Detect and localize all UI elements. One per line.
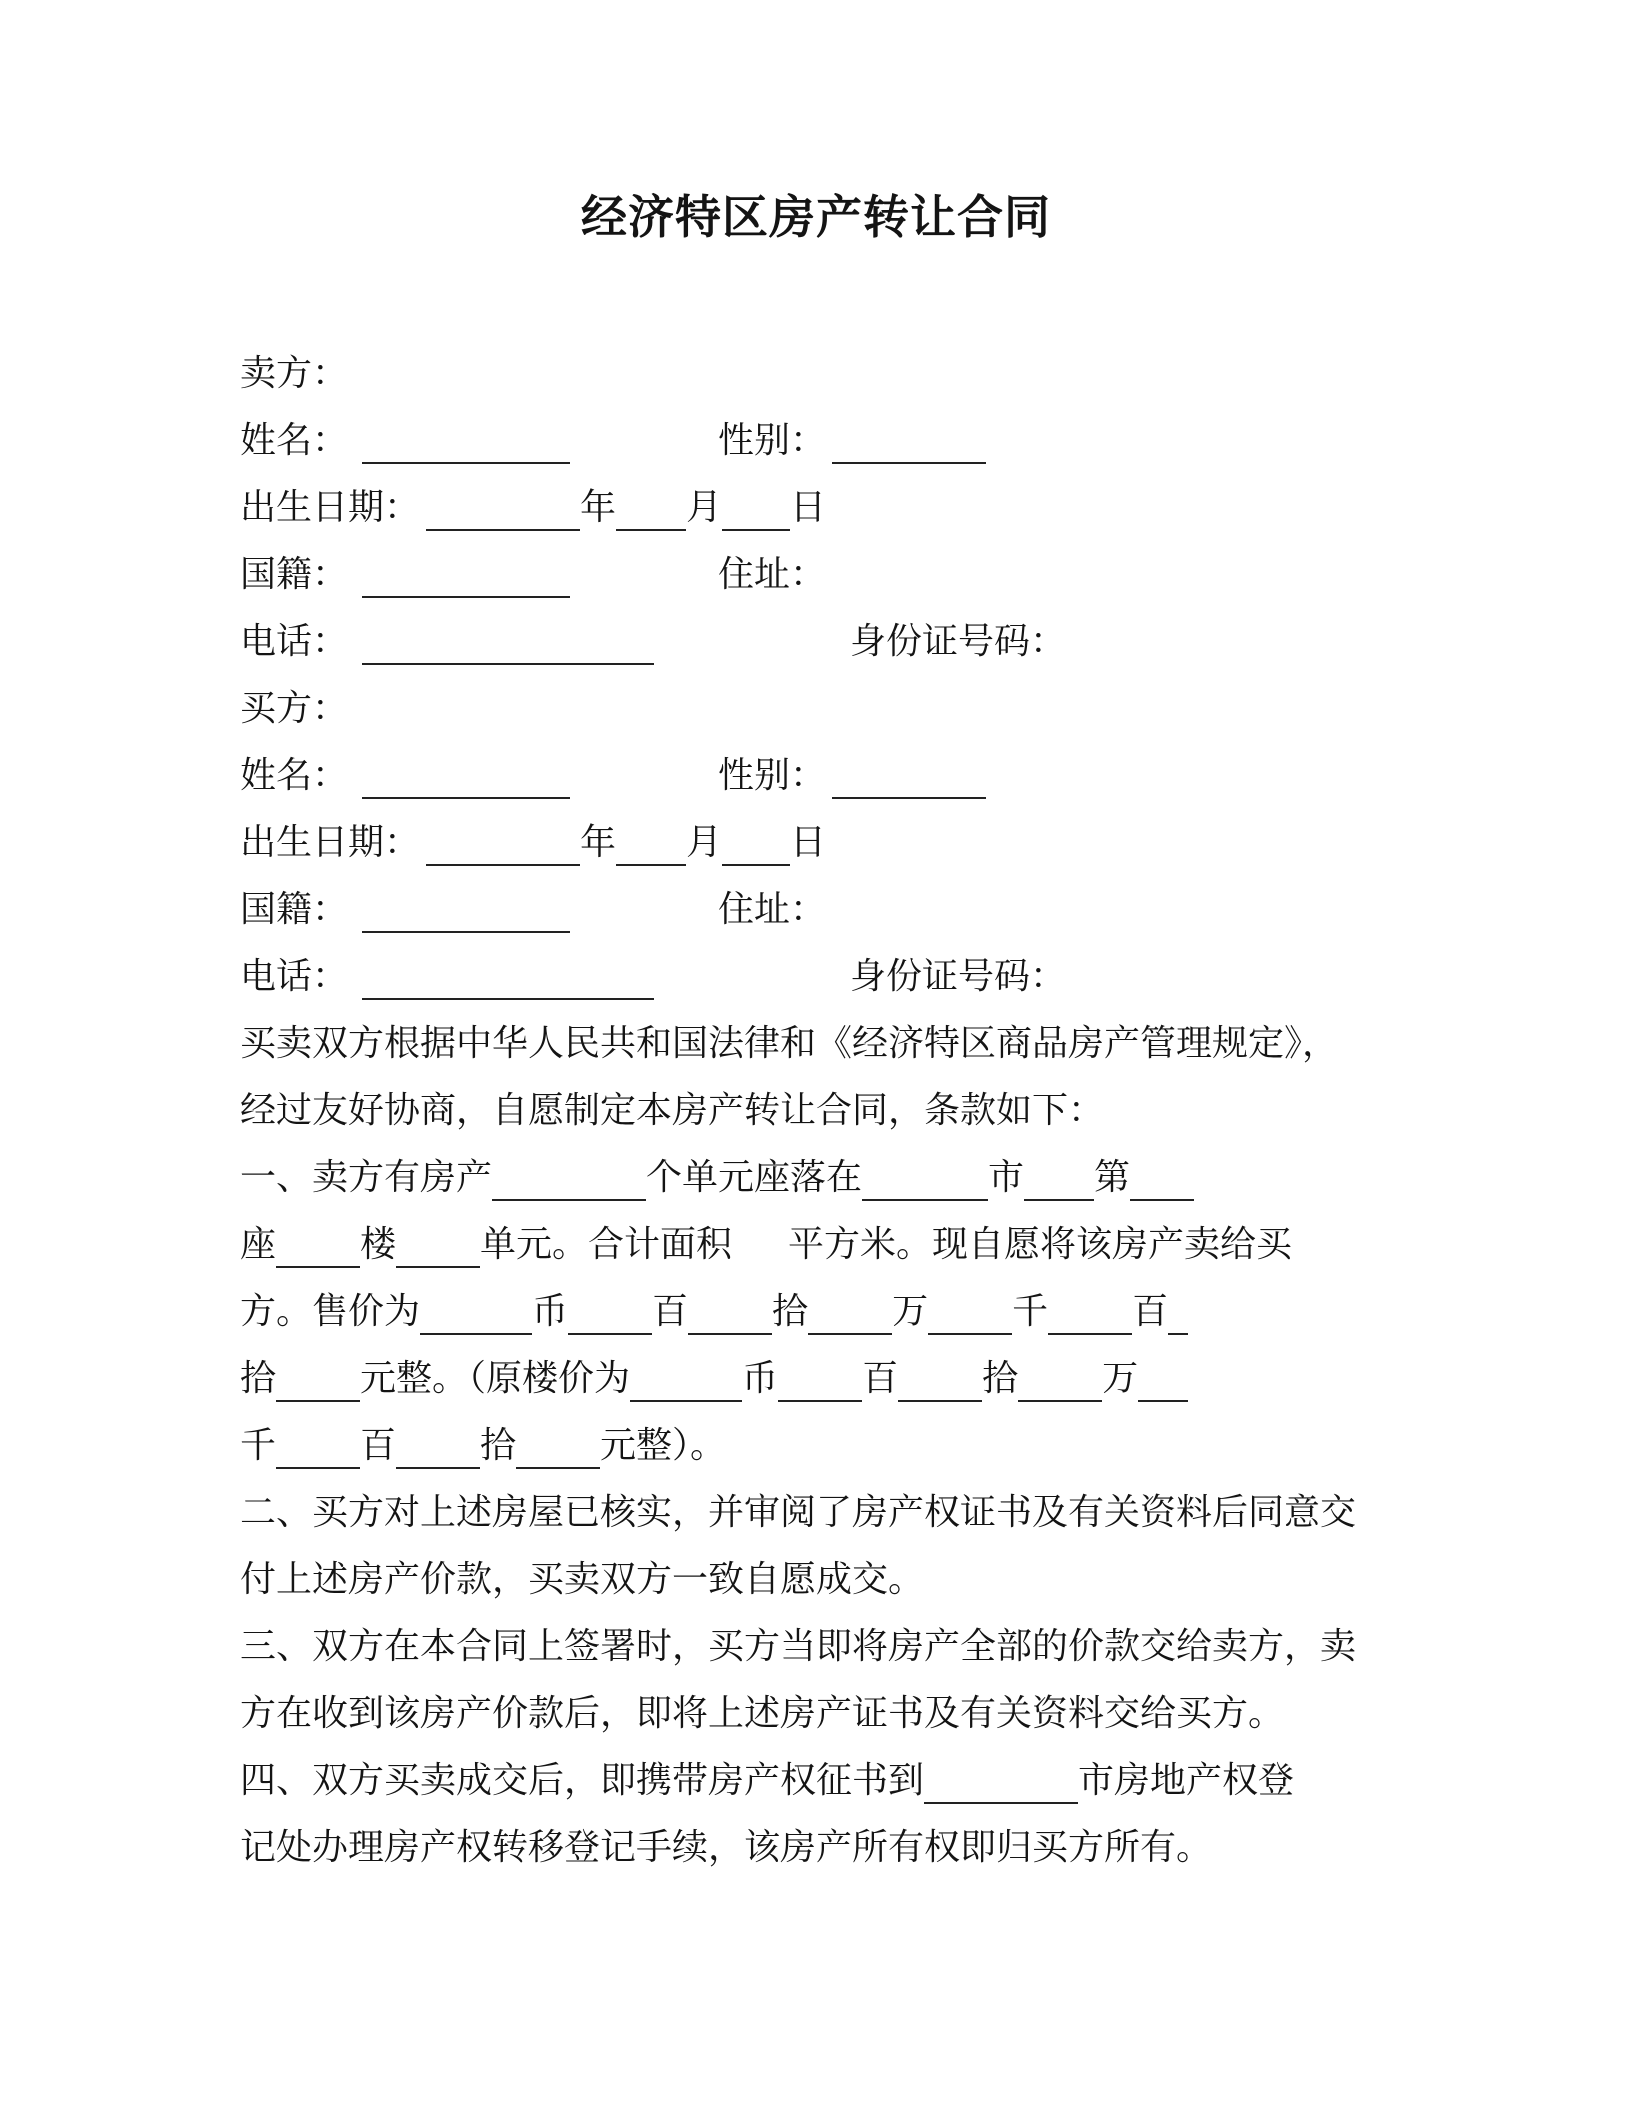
price-thousand-blank[interactable] <box>928 1287 1012 1335</box>
address-label: 住址： <box>718 554 827 595</box>
building-no-blank[interactable] <box>1130 1153 1194 1201</box>
clause-4-line-1: 四、双方买卖成交后，即携带房产权征书到 市房地产权登 <box>240 1747 1380 1814</box>
buyer-name-blank[interactable] <box>362 751 570 799</box>
price-trailing-blank[interactable] <box>1168 1287 1188 1335</box>
price-ten-blank[interactable] <box>688 1287 772 1335</box>
price-ten-thousand-blank[interactable] <box>808 1287 892 1335</box>
buyer-phone-row <box>240 943 1380 1010</box>
area-blank <box>732 1220 788 1268</box>
seller-phone-row <box>240 608 1380 675</box>
clause-3-line-2: 方在收到该房产价款后，即将上述房产证书及有关资料交给买方。 <box>240 1693 1285 1734</box>
buyer-name-row <box>240 742 1380 809</box>
registry-city-blank[interactable] <box>924 1756 1078 1804</box>
clause-1-line-2: 座 楼 单元。合计面积 平方米。现自愿将该房产卖给买 <box>240 1211 1380 1278</box>
buyer-gender-blank[interactable] <box>832 751 986 799</box>
nationality-label: 国籍： <box>240 889 349 930</box>
seller-phone-blank[interactable] <box>362 617 654 665</box>
gender-label: 性别： <box>718 420 827 461</box>
floor-blank[interactable] <box>396 1220 480 1268</box>
original-thousand-blank[interactable] <box>276 1421 360 1469</box>
seller-birth-day-blank[interactable] <box>722 483 790 531</box>
original-hundred-2-blank[interactable] <box>396 1421 480 1469</box>
original-ten-blank[interactable] <box>898 1354 982 1402</box>
phone-label: 电话： <box>240 956 349 997</box>
seller-heading: 卖方： <box>240 353 349 394</box>
clause-1-line-4: 拾 元整。（原楼价为 币 百 拾 万 <box>240 1345 1380 1412</box>
seller-nationality-row <box>240 541 1380 608</box>
buyer-birth-year-blank[interactable] <box>426 818 580 866</box>
clause-1-line-1: 一、卖方有房产 个单元座落在 市 第 <box>240 1144 1380 1211</box>
page-title: 经济特区房产转让合同 <box>581 190 1051 244</box>
nationality-label: 国籍： <box>240 554 349 595</box>
id-number-label: 身份证号码： <box>850 621 1067 662</box>
unit-count-blank[interactable] <box>492 1153 646 1201</box>
clause-2-line-1: 二、买方对上述房屋已核实，并审阅了房产权证书及有关资料后同意交 <box>240 1492 1357 1533</box>
name-label: 姓名： <box>240 755 349 796</box>
buyer-birth-row: 出生日期： 年 月 日 <box>240 809 1380 876</box>
price-hundred-blank[interactable] <box>568 1287 652 1335</box>
buyer-nationality-blank[interactable] <box>362 885 570 933</box>
intro-line-2: 经过友好协商，自愿制定本房产转让合同，条款如下： <box>240 1090 1105 1131</box>
birth-date-label: 出生日期： <box>240 487 421 528</box>
seller-name-row <box>240 407 1380 474</box>
price-ten-2-blank[interactable] <box>276 1354 360 1402</box>
name-label: 姓名： <box>240 420 349 461</box>
seller-nationality-blank[interactable] <box>362 550 570 598</box>
address-label: 住址： <box>718 889 827 930</box>
seller-birth-year-blank[interactable] <box>426 483 580 531</box>
price-hundred-2-blank[interactable] <box>1048 1287 1132 1335</box>
clause-3-line-1: 三、双方在本合同上签署时，买方当即将房产全部的价款交给卖方，卖 <box>240 1626 1357 1667</box>
clause-2-line-2: 付上述房产价款，买卖双方一致自愿成交。 <box>240 1559 925 1600</box>
phone-label: 电话： <box>240 621 349 662</box>
original-ten-thousand-blank[interactable] <box>1018 1354 1102 1402</box>
original-trailing-blank[interactable] <box>1138 1354 1188 1402</box>
original-ten-2-blank[interactable] <box>516 1421 600 1469</box>
clause-4-line-2: 记处办理房产权转移登记手续，该房产所有权即归买方所有。 <box>240 1827 1213 1868</box>
buyer-nationality-row <box>240 876 1380 943</box>
price-currency-blank[interactable] <box>420 1287 532 1335</box>
seat-blank[interactable] <box>276 1220 360 1268</box>
seller-gender-blank[interactable] <box>832 416 986 464</box>
seller-birth-month-blank[interactable] <box>616 483 686 531</box>
clause-1-line-5: 千 百 拾 元整）。 <box>240 1412 1380 1479</box>
buyer-heading: 买方： <box>240 688 349 729</box>
clause-1-line-3: 方。售价为 币 百 拾 万 千 百 <box>240 1278 1380 1345</box>
id-number-label: 身份证号码： <box>850 956 1067 997</box>
buyer-birth-month-blank[interactable] <box>616 818 686 866</box>
birth-date-label: 出生日期： <box>240 822 421 863</box>
buyer-birth-day-blank[interactable] <box>722 818 790 866</box>
original-currency-blank[interactable] <box>630 1354 742 1402</box>
seller-name-blank[interactable] <box>362 416 570 464</box>
contract-body <box>240 340 1380 1881</box>
seller-birth-row: 出生日期： 年 月 日 <box>240 474 1380 541</box>
gender-label: 性别： <box>718 755 827 796</box>
intro-line-1: 买卖双方根据中华人民共和国法律和《经济特区商品房产管理规定》， <box>240 1023 1339 1064</box>
original-hundred-blank[interactable] <box>778 1354 862 1402</box>
district-blank[interactable] <box>1024 1153 1094 1201</box>
buyer-phone-blank[interactable] <box>362 952 654 1000</box>
city-blank[interactable] <box>862 1153 988 1201</box>
